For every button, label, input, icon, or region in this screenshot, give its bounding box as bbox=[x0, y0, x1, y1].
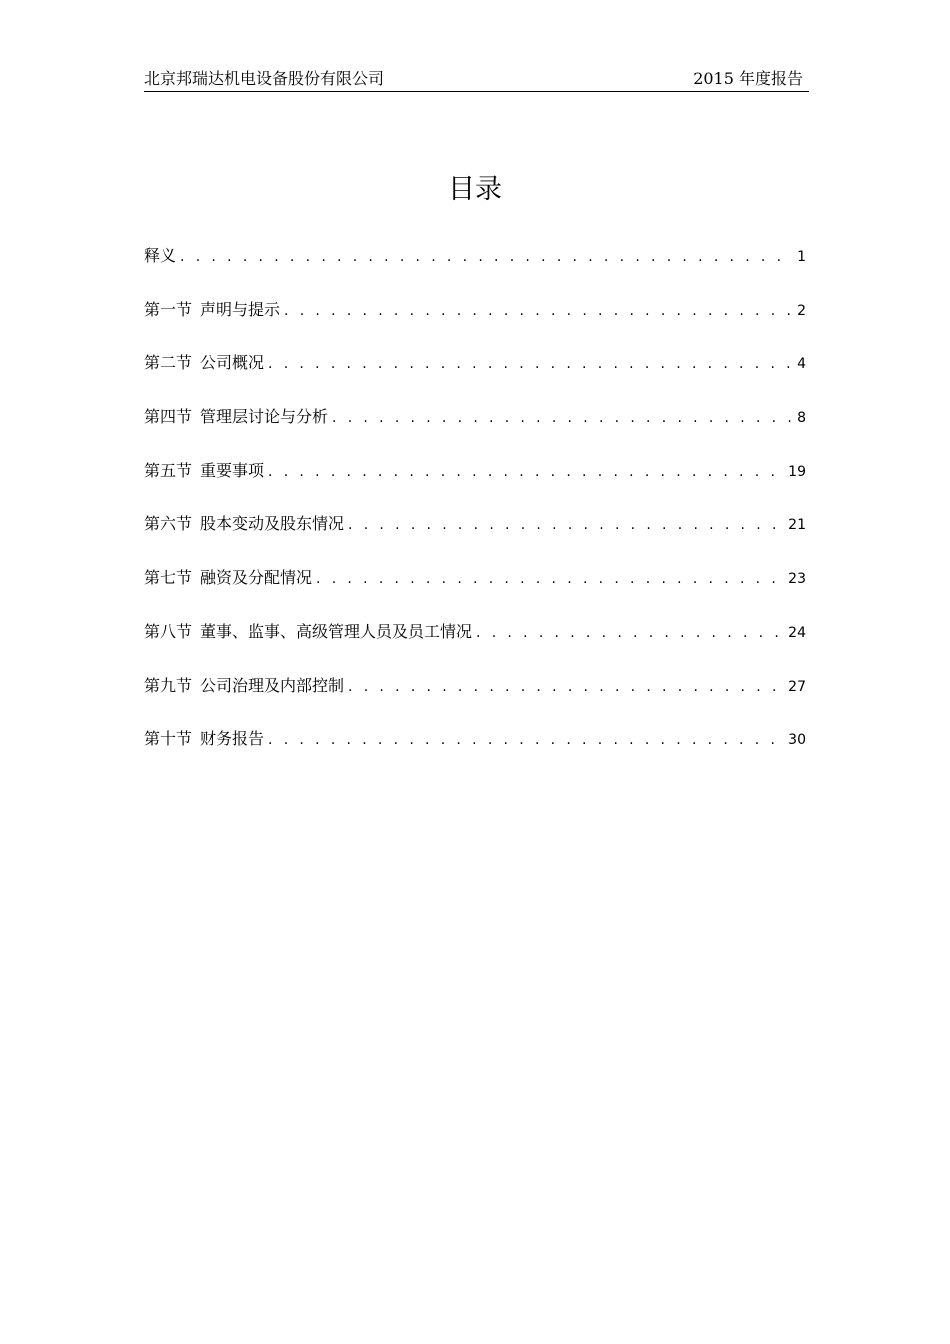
toc-section-number: 第八节 bbox=[144, 621, 193, 641]
table-of-contents bbox=[144, 240, 806, 777]
toc-leader-dots bbox=[476, 617, 784, 649]
toc-entry-title: 融资及分配情况 bbox=[200, 568, 313, 588]
toc-entry-label bbox=[144, 294, 280, 326]
toc-entry-title: 释义 bbox=[144, 246, 177, 265]
toc-entry-label bbox=[144, 347, 264, 379]
toc-entry-definitions[interactable] bbox=[144, 240, 806, 294]
toc-section-number: 第一节 bbox=[144, 299, 193, 319]
toc-leader-dots bbox=[284, 295, 793, 327]
toc-leader-dots bbox=[268, 724, 784, 756]
toc-leader-dots bbox=[180, 241, 793, 273]
toc-entry-title: 管理层讨论与分析 bbox=[200, 407, 329, 427]
toc-page-number: 8 bbox=[797, 410, 806, 427]
toc-entry-section-9[interactable] bbox=[144, 670, 806, 724]
toc-entry-section-1[interactable] bbox=[144, 294, 806, 348]
toc-entry-section-4[interactable] bbox=[144, 401, 806, 455]
toc-leader-dots bbox=[268, 348, 793, 380]
toc-leader-dots bbox=[348, 509, 784, 541]
toc-entry-section-6[interactable] bbox=[144, 508, 806, 562]
toc-entry-label bbox=[144, 670, 344, 702]
toc-page-number: 1 bbox=[797, 249, 806, 265]
toc-title: 目录 bbox=[448, 174, 502, 205]
toc-page-number: 2 bbox=[797, 302, 806, 319]
toc-leader-dots bbox=[348, 671, 784, 703]
toc-entry-label bbox=[144, 401, 328, 433]
toc-entry-section-5[interactable] bbox=[144, 455, 806, 509]
toc-section-number: 第四节 bbox=[144, 407, 193, 427]
toc-entry-section-8[interactable] bbox=[144, 616, 806, 670]
toc-section-number: 第六节 bbox=[144, 514, 193, 534]
header-company-name: 北京邦瑞达机电设备股份有限公司 bbox=[144, 69, 385, 88]
toc-entry-title: 公司治理及内部控制 bbox=[200, 675, 345, 695]
toc-entry-title: 公司概况 bbox=[200, 353, 265, 373]
toc-page-number: 27 bbox=[788, 678, 806, 695]
toc-entry-title: 重要事项 bbox=[200, 460, 265, 480]
toc-entry-title: 财务报告 bbox=[200, 729, 265, 749]
toc-entry-title: 董事、监事、高级管理人员及员工情况 bbox=[200, 621, 473, 641]
toc-section-number: 第十节 bbox=[144, 729, 193, 749]
toc-leader-dots bbox=[332, 402, 793, 434]
toc-entry-label bbox=[144, 508, 344, 540]
toc-page-number: 4 bbox=[797, 356, 806, 373]
toc-page-number: 30 bbox=[788, 732, 806, 749]
toc-page-number: 24 bbox=[788, 624, 806, 641]
toc-section-number: 第七节 bbox=[144, 568, 193, 588]
toc-entry-title: 股本变动及股东情况 bbox=[200, 514, 345, 534]
toc-leader-dots bbox=[268, 456, 784, 488]
page-header bbox=[144, 66, 809, 92]
toc-entry-title: 声明与提示 bbox=[200, 299, 281, 319]
toc-page-number: 23 bbox=[788, 571, 806, 588]
toc-leader-dots bbox=[316, 563, 784, 595]
toc-section-number: 第九节 bbox=[144, 675, 193, 695]
toc-entry-section-2[interactable] bbox=[144, 347, 806, 401]
toc-page-number: 19 bbox=[788, 463, 806, 480]
toc-entry-label bbox=[144, 616, 472, 648]
toc-page-number: 21 bbox=[788, 517, 806, 534]
toc-entry-section-7[interactable] bbox=[144, 562, 806, 616]
toc-entry-label bbox=[144, 240, 176, 272]
toc-entry-label bbox=[144, 455, 264, 487]
toc-section-number: 第二节 bbox=[144, 353, 193, 373]
toc-entry-section-10[interactable] bbox=[144, 723, 806, 777]
header-report-title: 2015 年度报告 bbox=[693, 69, 803, 88]
toc-entry-label bbox=[144, 723, 264, 755]
toc-section-number: 第五节 bbox=[144, 460, 193, 480]
toc-entry-label bbox=[144, 562, 312, 594]
